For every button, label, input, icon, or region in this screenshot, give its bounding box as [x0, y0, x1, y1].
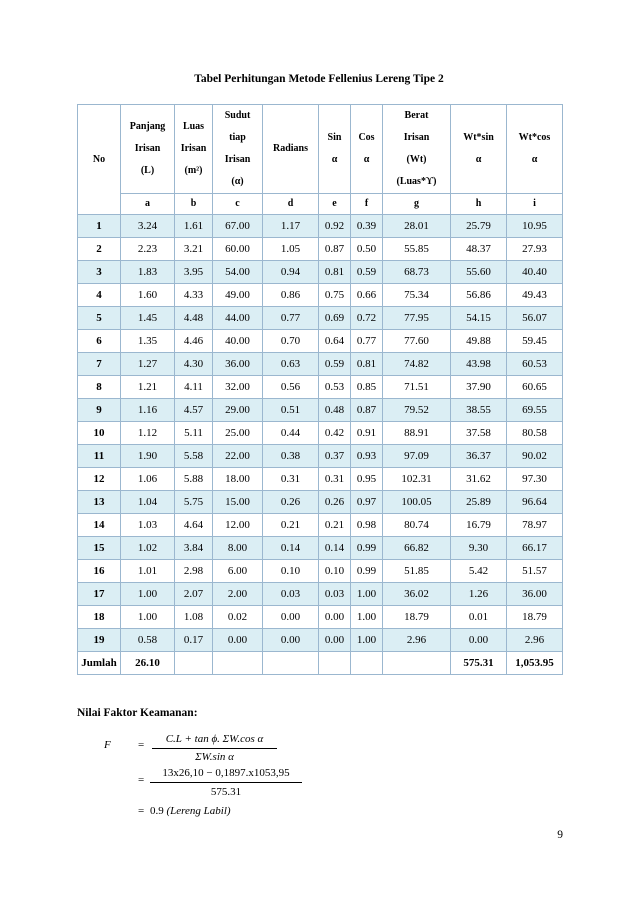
cell-no: 5	[78, 307, 121, 330]
col-cos: Cos α	[351, 105, 383, 194]
cell-luas: 4.11	[175, 376, 213, 399]
cell-luas: 3.95	[175, 261, 213, 284]
table-row	[78, 215, 563, 238]
cell-no: 13	[78, 491, 121, 514]
cell-sudut: 49.00	[213, 284, 263, 307]
cell-berat: 88.91	[383, 422, 451, 445]
letter-b: b	[175, 194, 213, 215]
formula-numerator-values: 13x26,10 − 0,1897.x1053,95	[162, 767, 290, 779]
cell-berat: 66.82	[383, 537, 451, 560]
formula-denominator: ΣW.sin α	[195, 751, 234, 763]
fraction-bar-1	[152, 748, 277, 749]
cell-luas: 4.48	[175, 307, 213, 330]
cell-wtsin: 37.58	[451, 422, 507, 445]
table-row	[78, 261, 563, 284]
cell-no: 18	[78, 606, 121, 629]
cell-wtcos: 66.17	[507, 537, 563, 560]
col-radians: Radians	[263, 105, 319, 194]
cell-wtsin: 49.88	[451, 330, 507, 353]
cell-wtcos: 60.65	[507, 376, 563, 399]
cell-no: 8	[78, 376, 121, 399]
cell-sudut: 67.00	[213, 215, 263, 238]
cell-berat: 80.74	[383, 514, 451, 537]
formula-denominator-values: 575.31	[210, 786, 242, 798]
cell-radians: 0.00	[263, 606, 319, 629]
cell-sudut: 36.00	[213, 353, 263, 376]
cell-wtsin: 1.26	[451, 583, 507, 606]
cell-sudut: 0.00	[213, 629, 263, 652]
cell-panjang: 1.03	[121, 514, 175, 537]
cell-wtsin: 37.90	[451, 376, 507, 399]
cell-cos: 0.97	[351, 491, 383, 514]
cell-wtsin: 55.60	[451, 261, 507, 284]
cell-no: 16	[78, 560, 121, 583]
cell-wtcos: 78.97	[507, 514, 563, 537]
cell-wtcos: 51.57	[507, 560, 563, 583]
cell-panjang: 1.45	[121, 307, 175, 330]
cell-radians: 0.26	[263, 491, 319, 514]
total-wtsin: 575.31	[451, 652, 507, 675]
cell-cos: 0.91	[351, 422, 383, 445]
cell-sudut: 2.00	[213, 583, 263, 606]
formula-numerator: C.L + tan ϕ. ΣW.cos α	[165, 733, 264, 745]
cell-luas: 1.61	[175, 215, 213, 238]
cell-sin: 0.64	[319, 330, 351, 353]
cell-cos: 0.93	[351, 445, 383, 468]
cell-sin: 0.03	[319, 583, 351, 606]
cell-panjang: 1.00	[121, 606, 175, 629]
cell-cos: 1.00	[351, 629, 383, 652]
col-panjang: Panjang Irisan (L)	[121, 105, 175, 194]
col-sin: Sin α	[319, 105, 351, 194]
formula-eq2: =	[138, 774, 145, 786]
cell-radians: 0.14	[263, 537, 319, 560]
cell-luas: 5.88	[175, 468, 213, 491]
cell-sudut: 12.00	[213, 514, 263, 537]
cell-wtcos: 40.40	[507, 261, 563, 284]
cell-no: 6	[78, 330, 121, 353]
result-value: 0.9	[150, 805, 164, 817]
cell-sin: 0.92	[319, 215, 351, 238]
cell-berat: 79.52	[383, 399, 451, 422]
col-luas: Luas Irisan (m²)	[175, 105, 213, 194]
cell-berat: 77.60	[383, 330, 451, 353]
table-row	[78, 376, 563, 399]
cell-no: 3	[78, 261, 121, 284]
cell-wtsin: 48.37	[451, 238, 507, 261]
cell-wtsin: 0.00	[451, 629, 507, 652]
table-row	[78, 606, 563, 629]
cell-no: 4	[78, 284, 121, 307]
cell-panjang: 1.35	[121, 330, 175, 353]
cell-berat: 2.96	[383, 629, 451, 652]
cell-wtsin: 5.42	[451, 560, 507, 583]
cell-wtcos: 49.43	[507, 284, 563, 307]
cell-wtcos: 80.58	[507, 422, 563, 445]
formula-eq1: =	[138, 739, 145, 751]
cell-berat: 75.34	[383, 284, 451, 307]
cell-panjang: 1.06	[121, 468, 175, 491]
cell-luas: 2.07	[175, 583, 213, 606]
cell-sudut: 40.00	[213, 330, 263, 353]
cell-panjang: 1.21	[121, 376, 175, 399]
cell-sin: 0.87	[319, 238, 351, 261]
cell-wtsin: 31.62	[451, 468, 507, 491]
table-row	[78, 238, 563, 261]
cell-wtcos: 97.30	[507, 468, 563, 491]
cell-sin: 0.69	[319, 307, 351, 330]
total-empty	[319, 652, 351, 675]
cell-panjang: 1.27	[121, 353, 175, 376]
cell-luas: 4.64	[175, 514, 213, 537]
cell-sin: 0.10	[319, 560, 351, 583]
cell-sudut: 29.00	[213, 399, 263, 422]
cell-berat: 97.09	[383, 445, 451, 468]
table-row	[78, 514, 563, 537]
cell-radians: 0.63	[263, 353, 319, 376]
cell-radians: 0.00	[263, 629, 319, 652]
cell-berat: 100.05	[383, 491, 451, 514]
cell-radians: 0.31	[263, 468, 319, 491]
table-body	[78, 215, 563, 675]
cell-sin: 0.31	[319, 468, 351, 491]
table-row	[78, 629, 563, 652]
cell-luas: 0.17	[175, 629, 213, 652]
cell-no: 14	[78, 514, 121, 537]
cell-panjang: 1.60	[121, 284, 175, 307]
formula-lhs: F	[104, 739, 111, 751]
cell-panjang: 1.12	[121, 422, 175, 445]
cell-cos: 0.50	[351, 238, 383, 261]
table-row	[78, 307, 563, 330]
cell-luas: 5.11	[175, 422, 213, 445]
cell-sin: 0.81	[319, 261, 351, 284]
table-row	[78, 445, 563, 468]
cell-luas: 4.30	[175, 353, 213, 376]
cell-luas: 1.08	[175, 606, 213, 629]
cell-berat: 51.85	[383, 560, 451, 583]
cell-sin: 0.00	[319, 629, 351, 652]
cell-no: 17	[78, 583, 121, 606]
cell-radians: 1.17	[263, 215, 319, 238]
cell-wtsin: 0.01	[451, 606, 507, 629]
col-berat: Berat Irisan (Wt) (Luas*ϒ)	[383, 105, 451, 194]
cell-sin: 0.37	[319, 445, 351, 468]
fellenius-table	[77, 104, 563, 675]
cell-no: 7	[78, 353, 121, 376]
cell-wtsin: 9.30	[451, 537, 507, 560]
cell-berat: 68.73	[383, 261, 451, 284]
cell-sin: 0.59	[319, 353, 351, 376]
result-note: (Lereng Labil)	[166, 805, 231, 817]
cell-luas: 4.33	[175, 284, 213, 307]
cell-panjang: 1.04	[121, 491, 175, 514]
cell-wtcos: 18.79	[507, 606, 563, 629]
table-row	[78, 491, 563, 514]
cell-wtcos: 60.53	[507, 353, 563, 376]
cell-sin: 0.48	[319, 399, 351, 422]
cell-no: 1	[78, 215, 121, 238]
cell-cos: 1.00	[351, 583, 383, 606]
cell-luas: 5.58	[175, 445, 213, 468]
cell-wtsin: 54.15	[451, 307, 507, 330]
cell-wtsin: 38.55	[451, 399, 507, 422]
table-title: Tabel Perhitungan Metode Fellenius Lereng Tipe 2	[194, 73, 444, 85]
cell-cos: 0.85	[351, 376, 383, 399]
letter-f: f	[351, 194, 383, 215]
total-panjang: 26.10	[121, 652, 175, 675]
cell-sudut: 0.02	[213, 606, 263, 629]
cell-radians: 1.05	[263, 238, 319, 261]
total-empty	[383, 652, 451, 675]
cell-sudut: 44.00	[213, 307, 263, 330]
table-row	[78, 353, 563, 376]
cell-luas: 4.46	[175, 330, 213, 353]
col-wtsin: Wt*sin α	[451, 105, 507, 194]
cell-radians: 0.44	[263, 422, 319, 445]
cell-wtcos: 96.64	[507, 491, 563, 514]
cell-wtcos: 36.00	[507, 583, 563, 606]
cell-no: 12	[78, 468, 121, 491]
cell-cos: 0.39	[351, 215, 383, 238]
cell-cos: 0.99	[351, 537, 383, 560]
cell-wtsin: 16.79	[451, 514, 507, 537]
column-letters-row	[78, 194, 563, 215]
cell-sudut: 8.00	[213, 537, 263, 560]
letter-h: h	[451, 194, 507, 215]
cell-wtcos: 10.95	[507, 215, 563, 238]
letter-i: i	[507, 194, 563, 215]
cell-cos: 0.99	[351, 560, 383, 583]
cell-sin: 0.26	[319, 491, 351, 514]
total-empty	[175, 652, 213, 675]
cell-sudut: 18.00	[213, 468, 263, 491]
cell-no: 2	[78, 238, 121, 261]
cell-sin: 0.53	[319, 376, 351, 399]
col-wtcos: Wt*cos α	[507, 105, 563, 194]
cell-cos: 1.00	[351, 606, 383, 629]
cell-panjang: 0.58	[121, 629, 175, 652]
cell-berat: 18.79	[383, 606, 451, 629]
cell-cos: 0.66	[351, 284, 383, 307]
cell-wtcos: 27.93	[507, 238, 563, 261]
page-number: 9	[557, 829, 563, 841]
total-wtcos: 1,053.95	[507, 652, 563, 675]
cell-panjang: 1.83	[121, 261, 175, 284]
cell-wtcos: 56.07	[507, 307, 563, 330]
cell-luas: 3.84	[175, 537, 213, 560]
letter-d: d	[263, 194, 319, 215]
table-row	[78, 284, 563, 307]
cell-luas: 2.98	[175, 560, 213, 583]
table-row	[78, 560, 563, 583]
letter-g: g	[383, 194, 451, 215]
fraction-bar-2	[150, 782, 302, 783]
cell-wtcos: 2.96	[507, 629, 563, 652]
cell-wtcos: 69.55	[507, 399, 563, 422]
cell-berat: 77.95	[383, 307, 451, 330]
total-empty	[263, 652, 319, 675]
letter-c: c	[213, 194, 263, 215]
cell-wtcos: 90.02	[507, 445, 563, 468]
cell-sudut: 15.00	[213, 491, 263, 514]
cell-luas: 4.57	[175, 399, 213, 422]
formula-eq3: =	[138, 805, 145, 817]
table-row	[78, 399, 563, 422]
cell-berat: 71.51	[383, 376, 451, 399]
table-row	[78, 583, 563, 606]
cell-cos: 0.72	[351, 307, 383, 330]
cell-no: 15	[78, 537, 121, 560]
cell-panjang: 1.90	[121, 445, 175, 468]
cell-panjang: 2.23	[121, 238, 175, 261]
cell-wtcos: 59.45	[507, 330, 563, 353]
cell-no: 10	[78, 422, 121, 445]
cell-luas: 3.21	[175, 238, 213, 261]
cell-luas: 5.75	[175, 491, 213, 514]
cell-berat: 74.82	[383, 353, 451, 376]
cell-panjang: 1.01	[121, 560, 175, 583]
cell-wtsin: 56.86	[451, 284, 507, 307]
total-empty	[351, 652, 383, 675]
table-row	[78, 330, 563, 353]
cell-sudut: 32.00	[213, 376, 263, 399]
cell-panjang: 1.00	[121, 583, 175, 606]
cell-panjang: 1.02	[121, 537, 175, 560]
cell-sudut: 22.00	[213, 445, 263, 468]
table-row	[78, 468, 563, 491]
cell-cos: 0.87	[351, 399, 383, 422]
cell-radians: 0.38	[263, 445, 319, 468]
formula-result	[150, 805, 231, 817]
cell-radians: 0.51	[263, 399, 319, 422]
cell-radians: 0.10	[263, 560, 319, 583]
cell-panjang: 3.24	[121, 215, 175, 238]
cell-sin: 0.14	[319, 537, 351, 560]
cell-wtsin: 36.37	[451, 445, 507, 468]
col-no: No	[78, 105, 121, 215]
cell-panjang: 1.16	[121, 399, 175, 422]
cell-cos: 0.77	[351, 330, 383, 353]
cell-sin: 0.75	[319, 284, 351, 307]
table-header	[78, 105, 563, 215]
table-row	[78, 422, 563, 445]
cell-radians: 0.56	[263, 376, 319, 399]
cell-wtsin: 25.89	[451, 491, 507, 514]
letter-a: a	[121, 194, 175, 215]
cell-radians: 0.94	[263, 261, 319, 284]
cell-radians: 0.77	[263, 307, 319, 330]
total-row	[78, 652, 563, 675]
cell-sin: 0.21	[319, 514, 351, 537]
cell-wtsin: 43.98	[451, 353, 507, 376]
cell-cos: 0.59	[351, 261, 383, 284]
cell-radians: 0.86	[263, 284, 319, 307]
cell-radians: 0.21	[263, 514, 319, 537]
cell-sin: 0.42	[319, 422, 351, 445]
total-empty	[213, 652, 263, 675]
cell-berat: 55.85	[383, 238, 451, 261]
cell-no: 9	[78, 399, 121, 422]
cell-berat: 102.31	[383, 468, 451, 491]
letter-e: e	[319, 194, 351, 215]
cell-no: 11	[78, 445, 121, 468]
cell-sudut: 54.00	[213, 261, 263, 284]
safety-factor-heading: Nilai Faktor Keamanan:	[77, 707, 198, 719]
cell-radians: 0.70	[263, 330, 319, 353]
table-row	[78, 537, 563, 560]
cell-sudut: 6.00	[213, 560, 263, 583]
cell-sudut: 25.00	[213, 422, 263, 445]
total-label: Jumlah	[78, 652, 121, 675]
cell-no: 19	[78, 629, 121, 652]
cell-cos: 0.98	[351, 514, 383, 537]
cell-cos: 0.81	[351, 353, 383, 376]
cell-wtsin: 25.79	[451, 215, 507, 238]
cell-cos: 0.95	[351, 468, 383, 491]
col-sudut: Sudut tiap Irisan (α)	[213, 105, 263, 194]
cell-radians: 0.03	[263, 583, 319, 606]
cell-sudut: 60.00	[213, 238, 263, 261]
cell-berat: 36.02	[383, 583, 451, 606]
cell-sin: 0.00	[319, 606, 351, 629]
cell-berat: 28.01	[383, 215, 451, 238]
